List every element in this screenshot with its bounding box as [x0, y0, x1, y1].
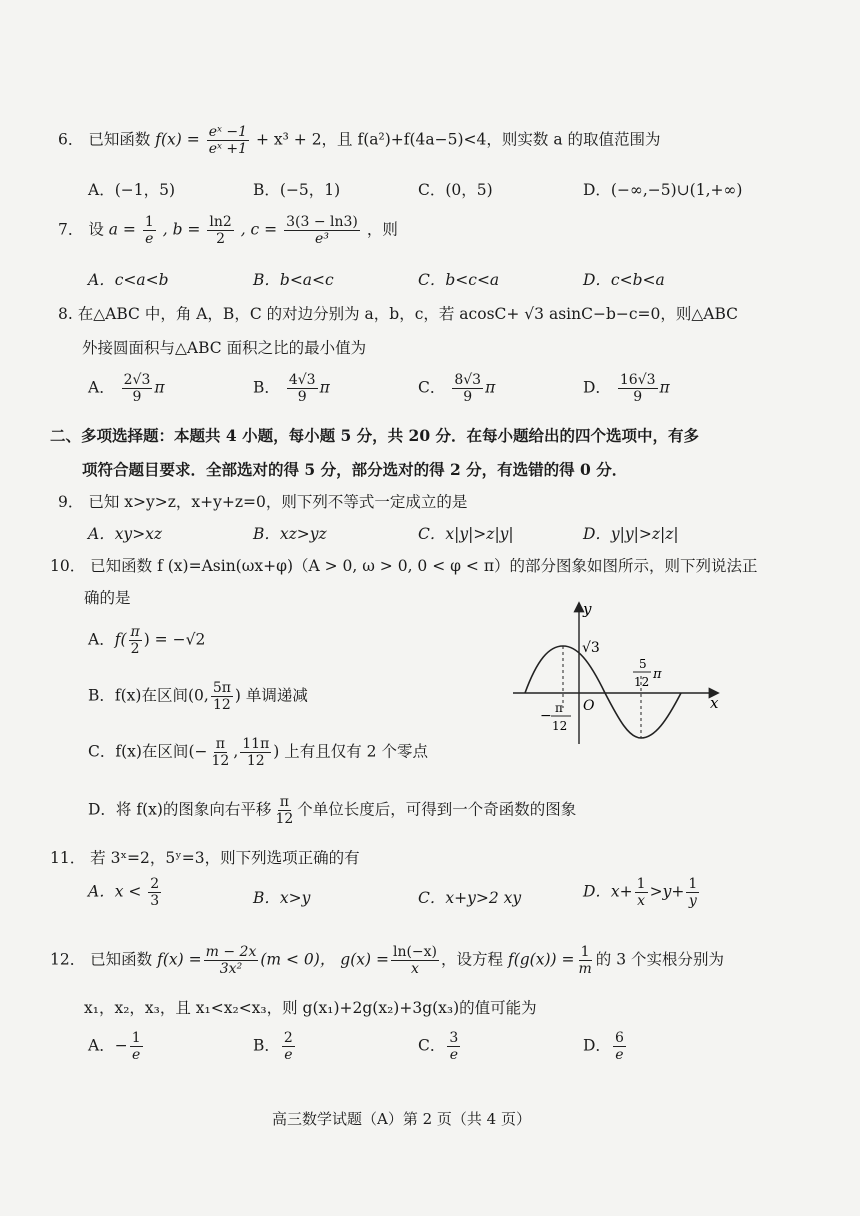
formula-f: f(x) = [157, 950, 202, 969]
question-text-line2: x₁，x₂，x₃，且 x₁<x₂<x₃，则 g(x₁)+2g(x₂)+3g(x₃)的值可能为 [84, 999, 537, 1017]
option-label: D． [583, 1036, 611, 1055]
fraction [635, 876, 648, 909]
numerator: 2 [283, 1030, 293, 1046]
numerator: 1 [144, 214, 154, 230]
question-text: 在△ABC 中，角 A，B，C 的对边分别为 a，b，c，若 acosC+ √3 asinC−b−c=0，则△ABC [77, 305, 739, 323]
interval-open: (0, [187, 686, 209, 705]
denominator: x [411, 961, 419, 978]
numerator: π [279, 794, 289, 810]
option-label: C． [418, 1036, 446, 1055]
numerator: eˣ −1 [208, 124, 248, 140]
numerator: 6 [614, 1030, 624, 1046]
fraction [576, 944, 593, 977]
denominator: 2 [130, 641, 140, 658]
denominator: 12 [211, 753, 230, 770]
question-number: 12． [50, 950, 86, 969]
question-text: 已知 x>y>z，x+y+z=0，则下列不等式一定成立的是 [88, 493, 468, 511]
left-tick-numerator: π [555, 701, 563, 715]
question-number: 11． [50, 849, 86, 867]
fraction [143, 214, 156, 247]
fraction [686, 876, 699, 909]
fraction [240, 736, 271, 769]
question-text-line2: 外接圆面积与△ABC 面积之比的最小值为 [82, 339, 367, 357]
fraction [207, 214, 233, 247]
numerator: 2 [150, 876, 160, 892]
question-number: 6． [58, 130, 84, 149]
left-tick-denominator: 12 [552, 719, 568, 733]
numerator: 11π [242, 736, 270, 752]
option-suffix: π [319, 378, 330, 397]
denominator: e [132, 1047, 141, 1064]
option: D．c<b<a [583, 271, 665, 289]
question-6 [58, 124, 661, 157]
option-tail: ) 上有且仅有 2 个零点 [273, 742, 428, 761]
denominator: 12 [212, 697, 231, 714]
left-tick-sign: − [540, 708, 552, 724]
option-label: A． [88, 630, 115, 649]
numerator: 8√3 [454, 372, 482, 388]
question-text: 设 [88, 220, 104, 239]
option: D．(−∞,−5)∪(1,+∞) [583, 181, 743, 199]
option [418, 1030, 462, 1063]
option: C．x+y>2 xy [418, 889, 522, 907]
denominator: eˣ +1 [208, 141, 248, 158]
fraction [452, 372, 483, 405]
option [88, 736, 428, 769]
option [88, 680, 308, 713]
denominator: e [615, 1047, 624, 1064]
option [583, 1030, 628, 1063]
numerator: ln2 [209, 214, 232, 230]
denominator: m [578, 961, 592, 978]
denominator: 9 [297, 389, 307, 406]
page-footer: 高三数学试题（A）第 2 页（共 4 页） [272, 1110, 531, 1128]
option-label: A． [88, 1036, 115, 1055]
question-9 [58, 490, 467, 512]
numerator: 2√3 [123, 372, 151, 388]
sine-graph [505, 598, 730, 748]
question-number: 8. [58, 305, 73, 323]
formula-a: a = [108, 220, 136, 239]
peak-value-label: √3 [582, 640, 600, 656]
numerator: 1 [131, 1030, 141, 1046]
fraction [391, 944, 439, 977]
option-text: >y+ [649, 882, 685, 901]
numerator: 3 [449, 1030, 459, 1046]
option: A．c<a<b [88, 271, 169, 289]
question-number: 7． [58, 220, 84, 239]
formula-eq: f(g(x)) = [507, 950, 575, 969]
fraction [129, 624, 142, 657]
fraction [287, 372, 318, 405]
option [88, 372, 165, 405]
fraction [148, 876, 161, 909]
denominator: x [637, 893, 646, 910]
question-11 [50, 846, 360, 868]
numerator: π [215, 736, 225, 752]
option-label: A． [88, 378, 115, 397]
fraction [618, 372, 658, 405]
question-text: 若 3ˣ=2，5ʸ=3，则下列选项正确的有 [90, 849, 360, 867]
denominator: 2 [216, 231, 226, 248]
option-label: B． [253, 378, 280, 397]
option: C．x|y|>z|y| [418, 525, 514, 543]
numerator: m − 2x [205, 944, 257, 960]
question-12 [50, 944, 724, 977]
y-axis-label: y [583, 600, 592, 618]
option-suffix: π [154, 378, 165, 397]
denominator: 9 [132, 389, 142, 406]
numerator: 16√3 [619, 372, 656, 388]
option-label: D． [583, 378, 611, 397]
option: C．b<c<a [418, 271, 500, 289]
option: B．x>y [253, 889, 311, 907]
denominator: e [449, 1047, 458, 1064]
option [88, 876, 163, 909]
numerator: π [130, 624, 140, 640]
option [418, 372, 495, 405]
option: C．(0，5) [418, 181, 493, 199]
option: B．xz>yz [253, 525, 327, 543]
fraction [122, 372, 153, 405]
question-text: 的 3 个实根分别为 [595, 950, 724, 969]
formula-b: , b = [162, 220, 201, 239]
option-text: C．f(x)在区间 [88, 742, 189, 761]
option-sign: − [114, 1036, 128, 1055]
option-text: B．f(x)在区间 [88, 686, 188, 705]
option [583, 372, 670, 405]
option-text: D．将 f(x)的图象向右平移 [88, 800, 272, 819]
option-suffix: π [659, 378, 670, 397]
sine-curve [525, 646, 681, 738]
fraction [204, 944, 259, 977]
question-number: 10． [50, 557, 86, 575]
formula-c: , c = [240, 220, 278, 239]
question-text: ，设方程 [441, 950, 504, 969]
x-axis-label: x [710, 694, 719, 712]
numerator: 1 [580, 944, 590, 960]
fraction [209, 736, 231, 769]
fraction [273, 794, 295, 827]
option-tail: ) 单调递减 [234, 686, 308, 705]
question-text: 已知函数 [90, 950, 153, 969]
fraction [284, 214, 360, 247]
denominator: 12 [246, 753, 265, 770]
option [253, 372, 330, 405]
option: D．y|y|>z|z| [583, 525, 679, 543]
numerator: ln(−x) [392, 944, 438, 960]
formula-cond: (m < 0)， [260, 950, 336, 969]
option-label: B． [253, 1036, 280, 1055]
numerator: 1 [636, 876, 646, 892]
option-text: D．x+ [583, 882, 633, 901]
right-tick-suffix: π [653, 667, 662, 682]
origin-label: O [583, 698, 595, 714]
fraction [207, 124, 249, 157]
question-number: 9． [58, 493, 84, 511]
denominator: y [688, 893, 697, 910]
numerator: 5π [212, 680, 231, 696]
fraction [613, 1030, 626, 1063]
option: B．b<a<c [253, 271, 334, 289]
option: A．xy>xz [88, 525, 163, 543]
question-10 [50, 554, 758, 576]
fraction [211, 680, 233, 713]
question-text: 已知函数 f (x)=Asin(ωx+φ)（A > 0, ω > 0, 0 < φ < π）的部分图象如图所示，则下列说法正 [90, 557, 758, 575]
fraction [130, 1030, 143, 1063]
denominator: 3x² [219, 961, 243, 978]
section-heading-line2: 项符合题目要求．全部选对的得 5 分，部分选对的得 2 分，有选错的得 0 分． [82, 460, 628, 479]
numerator: 4√3 [288, 372, 316, 388]
formula: f( [114, 630, 127, 649]
question-text: ，则 [366, 220, 398, 239]
option-suffix: π [485, 378, 496, 397]
comma: , [233, 742, 239, 761]
denominator: 3 [150, 893, 160, 910]
option-label: C． [418, 378, 446, 397]
question-text: 已知函数 [88, 130, 151, 149]
question-8 [58, 302, 738, 324]
denominator: e [284, 1047, 293, 1064]
option-tail: 个单位长度后，可得到一个奇函数的图象 [297, 800, 577, 819]
option [583, 876, 701, 909]
denominator: e³ [315, 231, 329, 248]
right-tick-denominator: 12 [634, 675, 650, 689]
fraction [282, 1030, 295, 1063]
denominator: e [145, 231, 154, 248]
question-condition: f(a²)+f(4a−5)<4，则实数 a 的取值范围为 [357, 130, 661, 149]
denominator: 9 [633, 389, 643, 406]
right-tick-numerator: 5 [639, 657, 647, 671]
numerator: 3(3 − ln3) [286, 214, 358, 230]
option: A．(−1，5) [88, 181, 175, 199]
option: B．(−5，1) [253, 181, 341, 199]
denominator: 9 [463, 389, 473, 406]
option [88, 1030, 145, 1063]
interval-open: (− [188, 742, 208, 761]
formula-lhs: f(x) = [155, 130, 200, 149]
question-text-line2: 确的是 [84, 589, 131, 607]
question-7 [58, 214, 398, 247]
formula-tail: ) = −√2 [143, 630, 206, 649]
option-text: A．x < [88, 882, 142, 901]
formula-tail: + x³ + 2，且 [255, 130, 353, 149]
option [88, 794, 576, 827]
option [88, 624, 205, 657]
section-heading: 二、多项选择题：本题共 4 小题，每小题 5 分，共 20 分．在每小题给出的四个选项中，有多 [50, 426, 700, 445]
fraction [447, 1030, 460, 1063]
denominator: 12 [275, 811, 294, 828]
numerator: 1 [688, 876, 698, 892]
formula-g: g(x) = [340, 950, 389, 969]
option [253, 1030, 297, 1063]
